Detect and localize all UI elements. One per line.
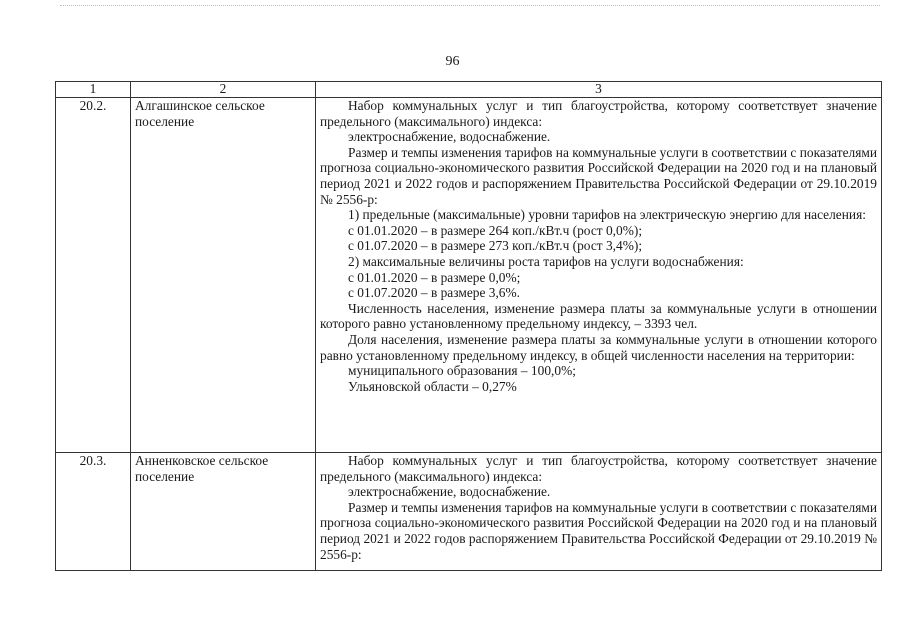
description-paragraph: 1) предельные (максимальные) уровни тарифов на электрическую энергию для населения: [348,207,866,223]
table-row [56,453,882,571]
table-row [56,98,882,453]
settlement-name-cell: Алгашинское сельское поселение [131,98,316,453]
description-cell [316,98,882,453]
description-paragraph: Размер и темпы изменения тарифов на коммунальные услуги в соответствии с показателями прогноза социально-экономического развития Российской Федерации на 2020 год и на плановый период 2021 и 2022 годов и распоряжением Правительства Российской Федерации от 29.10.2019 № 2556-р: [320,144,877,207]
description-paragraph: с 01.01.2020 – в размере 264 коп./кВт.ч (рост 0,0%); [348,222,643,238]
description-paragraph: с 01.07.2020 – в размере 3,6%. [348,285,520,301]
description-cell [316,453,882,571]
description-paragraph: муниципального образования – 100,0%; [348,363,576,379]
row-number-cell: 20.3. [56,453,131,571]
row-number-cell: 20.2. [56,98,131,453]
description-paragraph: электроснабжение, водоснабжение. [348,129,551,145]
description-paragraph: Доля населения, изменение размера платы за коммунальные услуги в отношении которого равно установленному предельному индексу, в общей численности населения на территории: [320,331,877,363]
description-paragraph: электроснабжение, водоснабжение. [348,484,551,500]
description-paragraph: Размер и темпы изменения тарифов на коммунальные услуги в соответствии с показателями прогноза социально-экономического развития Российской Федерации на 2020 год и на плановый период 2021 и 2022 годов распоряжением Правительства Российской Федерации от 29.10.2019 № 2556-р: [320,499,877,562]
description-paragraph: Численность населения, изменение размера платы за коммунальные услуги в отношении которого равно установленному предельному индексу, – 3393 чел. [320,300,877,332]
column-header-2: 2 [131,82,316,98]
description-paragraph: 2) максимальные величины роста тарифов на услуги водоснабжения: [348,253,744,269]
description-paragraph: Набор коммунальных услуг и тип благоустройства, которому соответствует значение предельного (максимального) индекса: [320,453,877,484]
description-paragraph: с 01.01.2020 – в размере 0,0%; [348,269,521,285]
settlement-name-cell: Анненковское сельское поселение [131,453,316,571]
description-paragraph: Набор коммунальных услуг и тип благоустройства, которому соответствует значение предельного (максимального) индекса: [320,98,877,129]
page-number: 96 [445,54,460,69]
table-header-row [56,82,882,98]
scan-artifact-line [60,5,880,9]
column-header-3: 3 [316,82,882,98]
column-header-1: 1 [56,82,131,98]
description-paragraph: с 01.07.2020 – в размере 273 коп./кВт.ч (рост 3,4%); [348,238,643,254]
description-paragraph: Ульяновской области – 0,27% [348,378,517,394]
tariff-table [55,81,882,571]
